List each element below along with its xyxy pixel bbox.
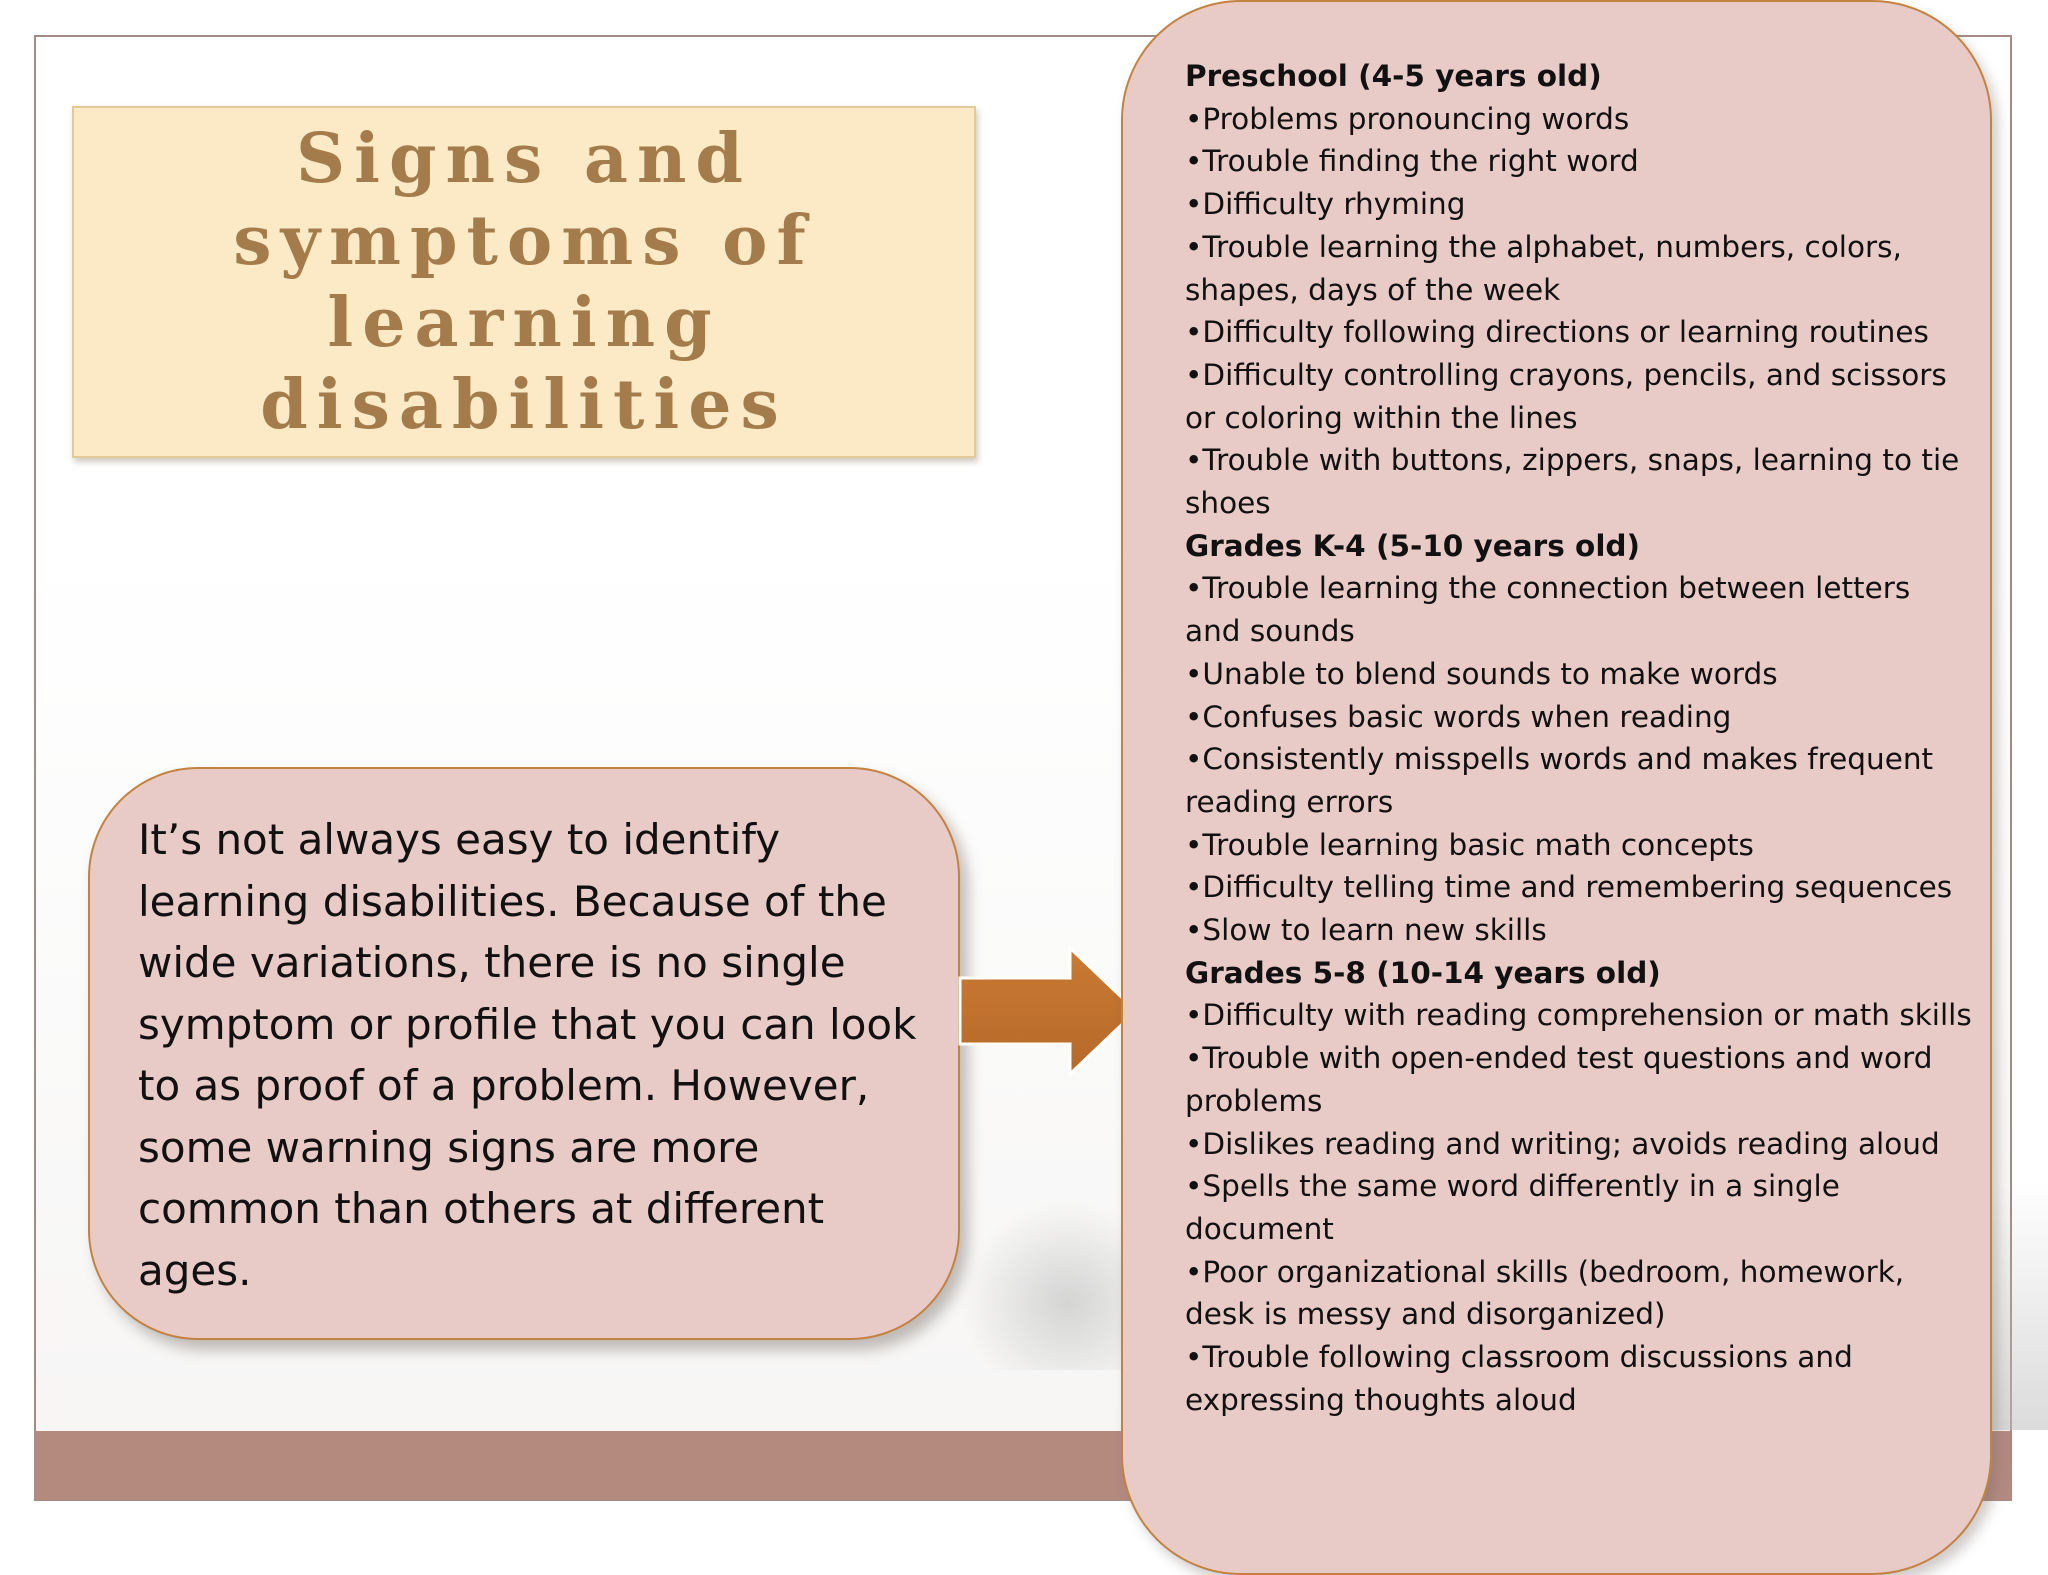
section-heading-grades-k-4: Grades K-4 (5-10 years old) bbox=[1185, 528, 1641, 563]
intro-callout bbox=[88, 767, 960, 1340]
intro-text: It’s not always easy to identify learning disabilities. Because of the wide variations, there is no single symptom or profile that you can look to as proof of a problem. However, some warning signs are more common than others at different ages. bbox=[138, 815, 917, 1295]
section-heading-preschool: Preschool (4-5 years old) bbox=[1185, 59, 1602, 93]
list-item: •Poor organizational skills (bedroom, homework, desk is messy and disorganized) bbox=[1185, 1254, 1905, 1332]
slide-title: Signs and symptoms of learning disabilities bbox=[233, 119, 815, 445]
list-item: •Difficulty telling time and remembering sequences bbox=[1185, 870, 1953, 905]
list-item: •Trouble with buttons, zippers, snaps, learning to tie shoes bbox=[1185, 443, 1960, 521]
list-item: •Difficulty rhyming bbox=[1185, 187, 1466, 222]
list-item: •Dislikes reading and writing; avoids reading aloud bbox=[1185, 1126, 1940, 1161]
list-item: •Difficulty following directions or learning routines bbox=[1185, 315, 1929, 350]
list-item: •Slow to learn new skills bbox=[1185, 913, 1547, 948]
list-item: •Trouble learning the connection between letters and sounds bbox=[1185, 571, 1911, 649]
symptoms-list bbox=[1185, 55, 1975, 1422]
list-item: •Trouble with open-ended test questions and word problems bbox=[1185, 1041, 1933, 1118]
list-item: •Difficulty controlling crayons, pencils, and scissors or coloring within the lines bbox=[1185, 357, 1947, 435]
list-item: •Problems pronouncing words bbox=[1185, 101, 1630, 136]
list-item: •Difficulty with reading comprehension or math skills bbox=[1185, 998, 1972, 1033]
right-arrow-icon bbox=[958, 946, 1138, 1076]
list-item: •Consistently misspells words and makes frequent reading errors bbox=[1185, 742, 1934, 819]
arrow-shadow bbox=[960, 1200, 1140, 1370]
list-item: •Spells the same word differently in a single document bbox=[1185, 1169, 1840, 1246]
symptoms-list-box bbox=[1121, 0, 1992, 1575]
list-item: •Trouble learning the alphabet, numbers, colors, shapes, days of the week bbox=[1185, 229, 1902, 307]
list-item: •Trouble learning basic math concepts bbox=[1185, 827, 1754, 862]
title-box bbox=[72, 106, 976, 458]
list-item: •Trouble following classroom discussions and expressing thoughts aloud bbox=[1185, 1340, 1853, 1417]
section-heading-grades-5-8: Grades 5-8 (10-14 years old) bbox=[1185, 955, 1661, 990]
list-item: •Unable to blend sounds to make words bbox=[1185, 656, 1778, 691]
list-item: •Trouble finding the right word bbox=[1185, 144, 1639, 179]
list-item: •Confuses basic words when reading bbox=[1185, 699, 1732, 734]
